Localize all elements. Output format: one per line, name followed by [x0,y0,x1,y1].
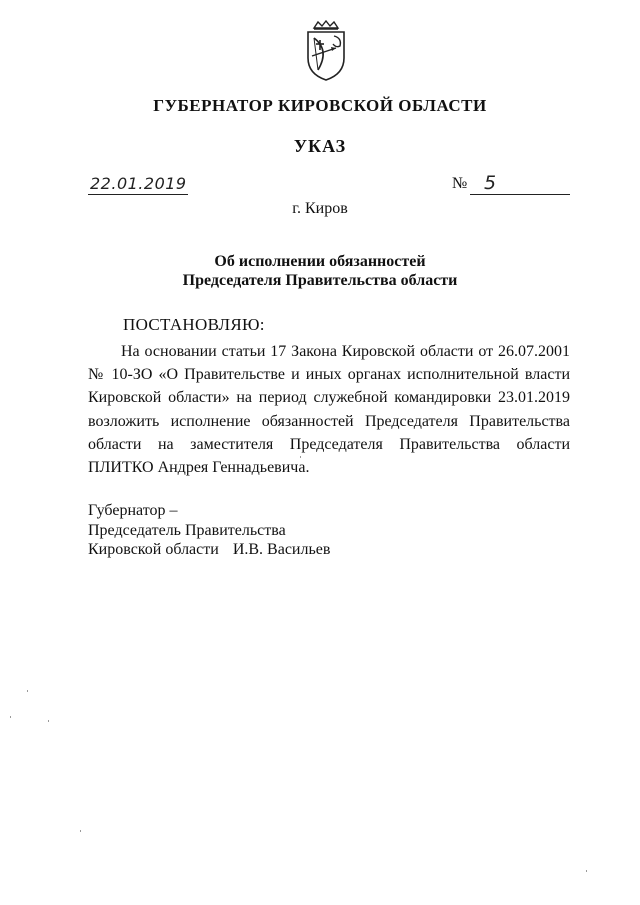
number-underline [470,194,570,195]
body-paragraph [88,340,570,479]
handwritten-date: 22.01.2019 [90,174,187,193]
signature-org: Кировской области [88,541,219,558]
signature-line-1: Губернатор – [88,502,178,519]
signatory-name: И.В. Васильев [232,541,331,558]
signature-line-2: Председатель Правительства [88,521,286,539]
document-type-heading: УКАЗ [293,136,347,156]
scan-speck [586,870,587,872]
number-label: № [452,175,468,192]
scan-speck [80,830,81,832]
signature-block [88,501,330,560]
authority-heading: ГУБЕРНАТОР КИРОВСКОЙ ОБЛАСТИ [153,96,487,115]
scan-speck [300,456,301,458]
decree-word: ПОСТАНОВЛЯЮ: [123,315,265,334]
title-line-2: Председателя Правительства области [182,272,458,289]
scan-speck [10,716,11,718]
handwritten-number: 5 [484,172,497,194]
signature-line-3 [88,540,330,560]
date-field [88,172,188,198]
scan-speck [27,690,28,692]
scan-speck [48,720,49,722]
city: г. Киров [292,200,348,217]
document-title [0,252,640,290]
date-underline [88,194,188,195]
number-field [452,172,570,198]
title-line-1: Об исполнении обязанностей [214,253,426,270]
body-paragraph-text: На основании статьи 17 Закона Кировской области от 26.07.2001 № 10-ЗО «О Правительстве и иных органах исполнительной власти Кировской области» на период служебной командировки 23.01.2019 возложить исполнение обязанностей Председателя Правительства области на заместителя Председателя Правительства области ПЛИТКО Андрея Геннадьевича. [88,343,570,477]
coat-of-arms-icon [300,20,352,82]
